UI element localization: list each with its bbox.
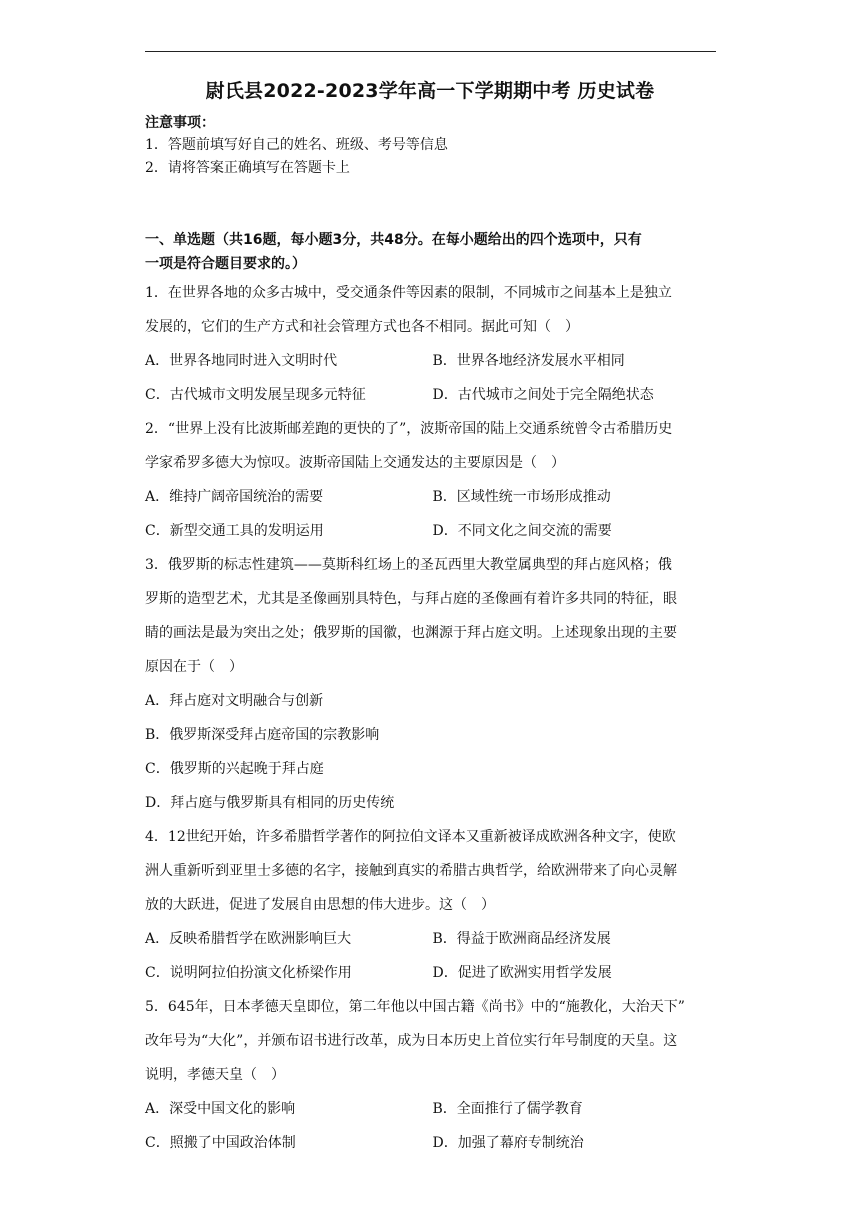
question-stem-line: 改年号为“大化”，并颁布诏书进行改革，成为日本历史上首位实行年号制度的天皇。这 bbox=[145, 1033, 678, 1049]
option-b: B．俄罗斯深受拜占庭帝国的宗教影响 bbox=[145, 727, 380, 743]
question-1 bbox=[145, 276, 720, 412]
section-heading-line: 一项是符合题目要求的。） bbox=[145, 256, 306, 272]
option-c: C．俄罗斯的兴起晚于拜占庭 bbox=[145, 761, 324, 777]
question-stem-line: 睛的画法是最为突出之处；俄罗斯的国徽，也渊源于拜占庭文明。上述现象出现的主要 bbox=[145, 625, 677, 641]
option-a: A．深受中国文化的影响 bbox=[145, 1101, 296, 1117]
question-stem-line: 洲人重新听到亚里士多德的名字，接触到真实的希腊古典哲学，给欧洲带来了向心灵解 bbox=[145, 863, 677, 879]
question-stem-line: 原因在于（ ） bbox=[145, 659, 243, 675]
option-c: C．古代城市文明发展呈现多元特征 bbox=[145, 387, 366, 403]
section-heading bbox=[145, 228, 720, 276]
exam-title: 尉氏县2022-2023学年高一下学期期中考 历史试卷 bbox=[205, 80, 655, 102]
option-a: A．维持广阔帝国统治的需要 bbox=[145, 489, 324, 505]
option-row bbox=[145, 480, 720, 514]
question-3 bbox=[145, 548, 720, 820]
notice-heading: 注意事项： bbox=[145, 115, 215, 131]
option-b: B．得益于欧洲商品经济发展 bbox=[432, 931, 611, 947]
option-c: C．说明阿拉伯扮演文化桥梁作用 bbox=[145, 965, 352, 981]
question-stem-line: 3．俄罗斯的标志性建筑——莫斯科红场上的圣瓦西里大教堂属典型的拜占庭风格；俄 bbox=[145, 557, 672, 573]
option-d: D．促进了欧洲实用哲学发展 bbox=[432, 965, 612, 981]
option-a: A．世界各地同时进入文明时代 bbox=[145, 353, 338, 369]
option-c: C．新型交通工具的发明运用 bbox=[145, 523, 324, 539]
notice-item: 2．请将答案正确填写在答题卡上 bbox=[145, 160, 350, 176]
question-5 bbox=[145, 990, 720, 1160]
option-b: B．世界各地经济发展水平相同 bbox=[432, 353, 625, 369]
option-c: C．照搬了中国政治体制 bbox=[145, 1135, 296, 1151]
notice-item: 1．答题前填写好自己的姓名、班级、考号等信息 bbox=[145, 137, 448, 153]
option-b: B．区域性统一市场形成推动 bbox=[432, 489, 611, 505]
option-row bbox=[145, 922, 720, 956]
header-rule bbox=[145, 51, 716, 52]
option-d: D．拜占庭与俄罗斯具有相同的历史传统 bbox=[145, 795, 395, 811]
option-row bbox=[145, 956, 720, 990]
option-a: A．拜占庭对文明融合与创新 bbox=[145, 693, 324, 709]
question-2 bbox=[145, 412, 720, 548]
question-stem-line: 4．12世纪开始，许多希腊哲学著作的阿拉伯文译本又重新被译成欧洲各种文字，使欧 bbox=[145, 829, 676, 845]
option-d: D．加强了幕府专制统治 bbox=[432, 1135, 584, 1151]
option-d: D．不同文化之间交流的需要 bbox=[432, 523, 612, 539]
question-stem-line: 放的大跃进，促进了发展自由思想的伟大进步。这（ ） bbox=[145, 897, 495, 913]
question-stem-line: 罗斯的造型艺术，尤其是圣像画别具特色，与拜占庭的圣像画有着许多共同的特征，眼 bbox=[145, 591, 677, 607]
question-stem-line: 说明，孝德天皇（ ） bbox=[145, 1067, 285, 1083]
option-d: D．古代城市之间处于完全隔绝状态 bbox=[432, 387, 654, 403]
question-stem-line: 学家希罗多德大为惊叹。波斯帝国陆上交通发达的主要原因是（ ） bbox=[145, 455, 565, 471]
option-a: A．反映希腊哲学在欧洲影响巨大 bbox=[145, 931, 352, 947]
exam-content bbox=[145, 110, 720, 1160]
question-stem-line: 1．在世界各地的众多古城中，受交通条件等因素的限制，不同城市之间基本上是独立 bbox=[145, 285, 672, 301]
option-row bbox=[145, 514, 720, 548]
question-stem-line: 5．645年，日本孝德天皇即位，第二年他以中国古籍《尚书》中的“施教化，大治天下” bbox=[145, 999, 685, 1015]
option-row bbox=[145, 1126, 720, 1160]
option-row bbox=[145, 1092, 720, 1126]
question-stem-line: 2．“世界上没有比波斯邮差跑的更快的了”，波斯帝国的陆上交通系统曾令古希腊历史 bbox=[145, 421, 673, 437]
question-4 bbox=[145, 820, 720, 990]
option-row bbox=[145, 378, 720, 412]
question-stem-line: 发展的，它们的生产方式和社会管理方式也各不相同。据此可知（ ） bbox=[145, 319, 579, 335]
option-row bbox=[145, 344, 720, 378]
section-heading-line: 一、单选题（共16题，每小题3分，共48分。在每小题给出的四个选项中，只有 bbox=[145, 232, 642, 248]
option-b: B．全面推行了儒学教育 bbox=[432, 1101, 583, 1117]
